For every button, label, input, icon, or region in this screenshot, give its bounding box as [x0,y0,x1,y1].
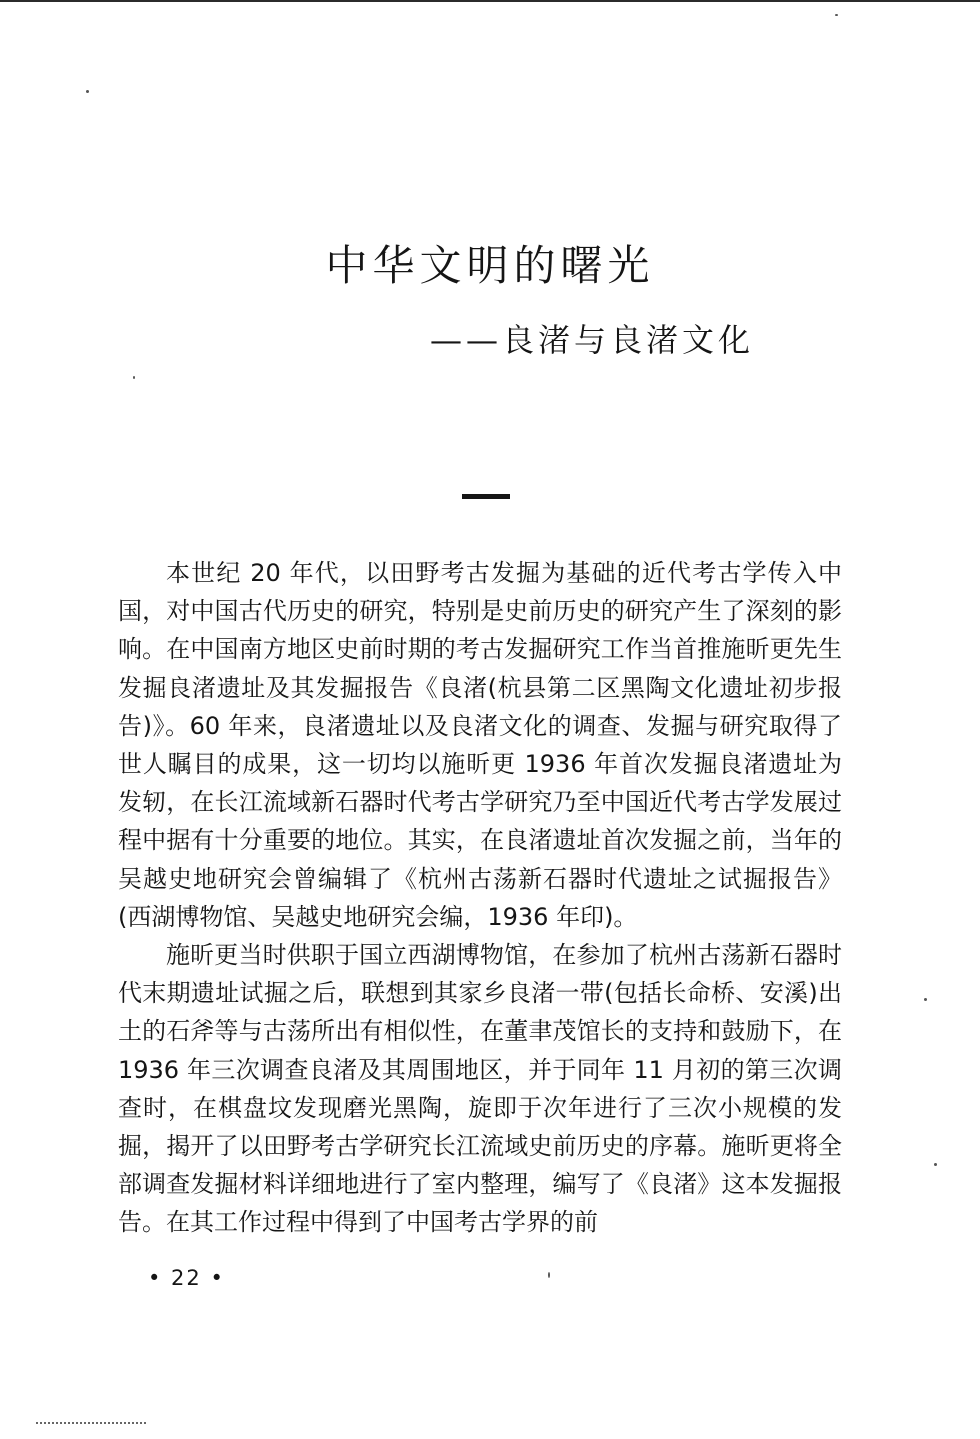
scan-speck [133,376,135,379]
article-body [118,554,842,1242]
scan-speck [934,1163,937,1166]
page-number: • 22 • [148,1266,225,1290]
paragraph: 本世纪 20 年代，以田野考古发掘为基础的近代考古学传入中国，对中国古代历史的研究，特别是史前历史的研究产生了深刻的影响。在中国南方地区史前时期的考古发掘研究工作当首推施昕更先生发掘良渚遗址及其发掘报告《良渚(杭县第二区黑陶文化遗址初步报告)》。60 年来，良渚遗址以及良渚文化的调查、发掘与研究取得了世人瞩目的成果，这一切均以施昕更 1936 年首次发掘良渚遗址为发轫，在长江流域新石器时代考古学研究乃至中国近代考古学发展过程中据有十分重要的地位。其实，在良渚遗址首次发掘之前，当年的吴越史地研究会曾编辑了《杭州古荡新石器时代遗址之试掘报告》(西湖博物馆、吴越史地研究会编，1936 年印)。 [118,559,842,931]
scan-speck [924,998,927,1001]
scan-speck [86,90,89,93]
article-title: 中华文明的曙光 [325,241,655,290]
scan-speck [835,14,838,16]
article-subtitle: ——良渚与良渚文化 [430,321,755,359]
scan-speck [548,1272,550,1278]
scan-artifact-dots [36,1420,146,1424]
paragraph: 施昕更当时供职于国立西湖博物馆，在参加了杭州古荡新石器时代末期遗址试掘之后，联想到其家乡良渚一带(包括长命桥、安溪)出土的石斧等与古荡所出有相似性，在董聿茂馆长的支持和鼓励下，在 1936 年三次调查良渚及其周围地区，并于同年 11 月初的第三次调查时，在棋盘坟发现磨光黑陶，旋即于次年进行了三次小规模的发掘，揭开了以田野考古学研究长江流域史前历史的序幕。施昕更将全部调查发掘材料详细地进行了室内整理，编写了《良渚》这本发掘报告。在其工作过程中得到了中国考古学界的前 [118,941,842,1237]
top-border-line [0,0,980,2]
section-number [462,494,510,499]
